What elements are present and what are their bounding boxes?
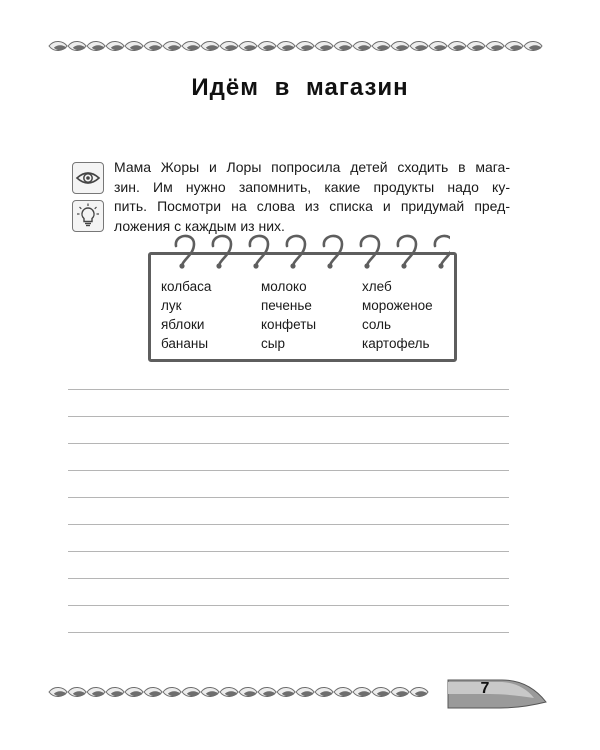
lightbulb-icon <box>72 200 104 232</box>
top-leaf-border <box>0 32 600 60</box>
leaf-ornament <box>182 688 200 697</box>
writing-line[interactable] <box>68 443 509 444</box>
leaf-ornament <box>144 42 162 51</box>
list-item: конфеты <box>261 317 317 332</box>
list-item: лук <box>161 298 182 313</box>
spiral-ring <box>250 236 268 269</box>
leaf-ornament <box>467 42 485 51</box>
writing-line[interactable] <box>68 605 509 606</box>
list-item: соль <box>362 317 392 332</box>
writing-area[interactable] <box>68 389 509 659</box>
leaf-ornament <box>334 42 352 51</box>
page-number: 7 <box>480 680 490 697</box>
writing-line[interactable] <box>68 632 509 633</box>
leaf-ornament <box>334 688 352 697</box>
leaf-ornament <box>220 42 238 51</box>
spiral-ring <box>361 236 379 269</box>
spiral-ring <box>324 236 342 269</box>
leaf-ornament <box>486 42 504 51</box>
writing-line[interactable] <box>68 470 509 471</box>
leaf-ornament <box>372 688 390 697</box>
instructions-line: Мама Жоры и Лоры попросила детей сходить в мага- <box>114 159 510 175</box>
writing-line[interactable] <box>68 551 509 552</box>
leaf-ornament <box>68 42 86 51</box>
list-item: молоко <box>261 279 307 294</box>
leaf-ornament <box>220 688 238 697</box>
list-item: мороженое <box>362 298 433 313</box>
leaf-ornament <box>106 688 124 697</box>
leaf-ornament <box>391 688 409 697</box>
leaf-ornament <box>258 688 276 697</box>
leaf-ornament <box>87 42 105 51</box>
instructions-line: пить. Посмотри на слова из списка и придумай пред- <box>114 198 510 214</box>
instructions-line: ложения с каждым из них. <box>114 217 285 234</box>
instructions-line: зин. Им нужно запомнить, какие продукты надо ку- <box>114 178 510 195</box>
spiral-ring <box>435 236 450 269</box>
leaf-ornament <box>353 42 371 51</box>
bottom-leaf-border <box>0 672 600 712</box>
list-item: колбаса <box>161 279 212 294</box>
list-item: картофель <box>362 336 430 351</box>
leaf-ornament <box>524 42 542 51</box>
writing-line[interactable] <box>68 578 509 579</box>
leaf-ornament <box>410 42 428 51</box>
leaf-ornament <box>296 42 314 51</box>
writing-line[interactable] <box>68 524 509 525</box>
instructions-text <box>114 158 510 236</box>
leaf-ornament <box>201 42 219 51</box>
leaf-ornament <box>258 42 276 51</box>
spiral-ring <box>213 236 231 269</box>
leaf-ornament <box>315 688 333 697</box>
spiral-ring <box>176 236 194 269</box>
leaf-ornament <box>106 42 124 51</box>
spiral-ring <box>287 236 305 269</box>
leaf-ornament <box>125 688 143 697</box>
leaf-ornament <box>372 42 390 51</box>
list-item: печенье <box>261 298 312 313</box>
leaf-ornament <box>144 688 162 697</box>
shopping-list <box>161 279 462 355</box>
leaf-ornament <box>87 688 105 697</box>
list-item: бананы <box>161 336 209 351</box>
leaf-ornament <box>391 42 409 51</box>
leaf-ornament <box>505 42 523 51</box>
leaf-ornament <box>277 42 295 51</box>
list-item: яблоки <box>161 317 205 332</box>
leaf-ornament <box>277 688 295 697</box>
writing-line[interactable] <box>68 416 509 417</box>
leaf-ornament <box>125 42 143 51</box>
leaf-ornament <box>182 42 200 51</box>
list-item: хлеб <box>362 279 392 294</box>
leaf-ornament <box>49 688 67 697</box>
leaf-ornament <box>239 688 257 697</box>
writing-line[interactable] <box>68 497 509 498</box>
spiral-ring <box>398 236 416 269</box>
leaf-ornament <box>68 688 86 697</box>
leaf-ornament <box>410 688 428 697</box>
writing-line[interactable] <box>68 389 509 390</box>
page-title: Идём в магазин <box>191 74 409 101</box>
leaf-ornament <box>163 688 181 697</box>
leaf-ornament <box>448 42 466 51</box>
notepad-spiral-binding <box>160 232 450 272</box>
leaf-ornament <box>429 42 447 51</box>
leaf-ornament <box>163 42 181 51</box>
leaf-ornament <box>353 688 371 697</box>
leaf-ornament <box>296 688 314 697</box>
leaf-ornament <box>201 688 219 697</box>
list-item: сыр <box>261 336 285 351</box>
leaf-ornament <box>49 42 67 51</box>
leaf-ornament <box>239 42 257 51</box>
eye-icon <box>72 162 104 194</box>
leaf-ornament <box>315 42 333 51</box>
